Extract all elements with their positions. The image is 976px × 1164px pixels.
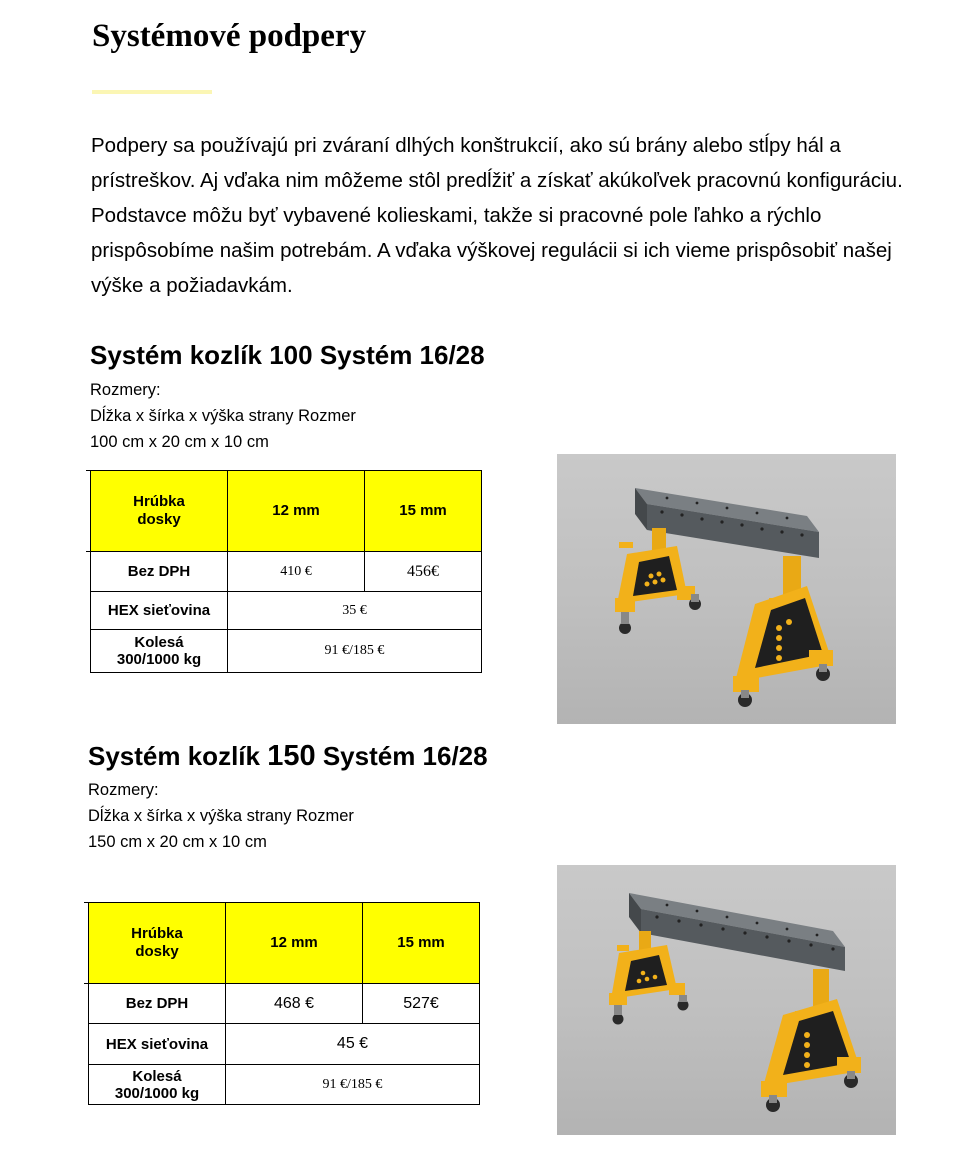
header-thickness: Hrúbka dosky: [89, 903, 226, 984]
product-title-number: 150: [267, 740, 316, 772]
price-table-150: [88, 902, 480, 1105]
header-thickness: Hrúbka dosky: [91, 471, 228, 552]
stand-render-100: [557, 454, 896, 724]
header-12mm: 12 mm: [226, 903, 363, 984]
product-title-150: [88, 740, 488, 773]
product-image-150: [557, 865, 896, 1135]
row-label-price: Bez DPH: [89, 984, 226, 1024]
dimensions-value: 150 cm x 20 cm x 10 cm: [88, 833, 267, 851]
product-title-part: Systém 16/28: [315, 741, 488, 771]
dimensions-label: Rozmery:: [90, 381, 161, 399]
price-15mm: 527€: [363, 984, 480, 1024]
product-title-part: Systém kozlík: [90, 340, 270, 370]
row-label-hex: HEX sieťovina: [91, 592, 228, 630]
price-12mm: 468 €: [226, 984, 363, 1024]
product-title-part: Systém kozlík: [88, 741, 268, 771]
header-12mm: 12 mm: [228, 471, 365, 552]
header-15mm: 15 mm: [363, 903, 480, 984]
wheels-price: 91 €/185 €: [228, 630, 482, 673]
dimensions-block: [90, 377, 356, 455]
row-label-wheels: Kolesá 300/1000 kg: [89, 1065, 226, 1105]
price-15mm: 456€: [365, 552, 482, 592]
hex-price: 35 €: [228, 592, 482, 630]
header-15mm: 15 mm: [365, 471, 482, 552]
title-underline: [92, 90, 212, 94]
wheels-price: 91 €/185 €: [226, 1065, 480, 1105]
dimensions-block: [88, 777, 354, 855]
page-title: Systémové podpery: [92, 18, 367, 54]
price-table-100: [90, 470, 482, 673]
dimensions-label: Rozmery:: [88, 781, 159, 799]
row-label-wheels: Kolesá 300/1000 kg: [91, 630, 228, 673]
stand-render-150: [557, 865, 896, 1135]
row-label-hex: HEX sieťovina: [89, 1024, 226, 1065]
product-title-number: 100: [269, 340, 313, 370]
dimensions-value: 100 cm x 20 cm x 10 cm: [90, 433, 269, 451]
product-title-100: [90, 340, 485, 371]
dimensions-description: Dĺžka x šírka x výška strany Rozmer: [90, 407, 356, 425]
product-image-100: [557, 454, 896, 724]
product-title-part: Systém 16/28: [312, 340, 485, 370]
price-12mm: 410 €: [228, 552, 365, 592]
dimensions-description: Dĺžka x šírka x výška strany Rozmer: [88, 807, 354, 825]
hex-price: 45 €: [226, 1024, 480, 1065]
intro-paragraph: Podpery sa používajú pri zváraní dlhých konštrukcií, ako sú brány alebo stĺpy hál a prístreškov. Aj vďaka nim môžeme stôl predĺžiť a získať akúkoľvek pracovnú konfiguráciu. Podstavce môžu byť vybavené kolieskami, takže si pracovné pole ľahko a rýchlo prispôsobíme našim potrebám. A vďaka výškovej regulácii si ich vieme prispôsobiť našej výške a požiadavkám.: [91, 134, 903, 297]
row-label-price: Bez DPH: [91, 552, 228, 592]
